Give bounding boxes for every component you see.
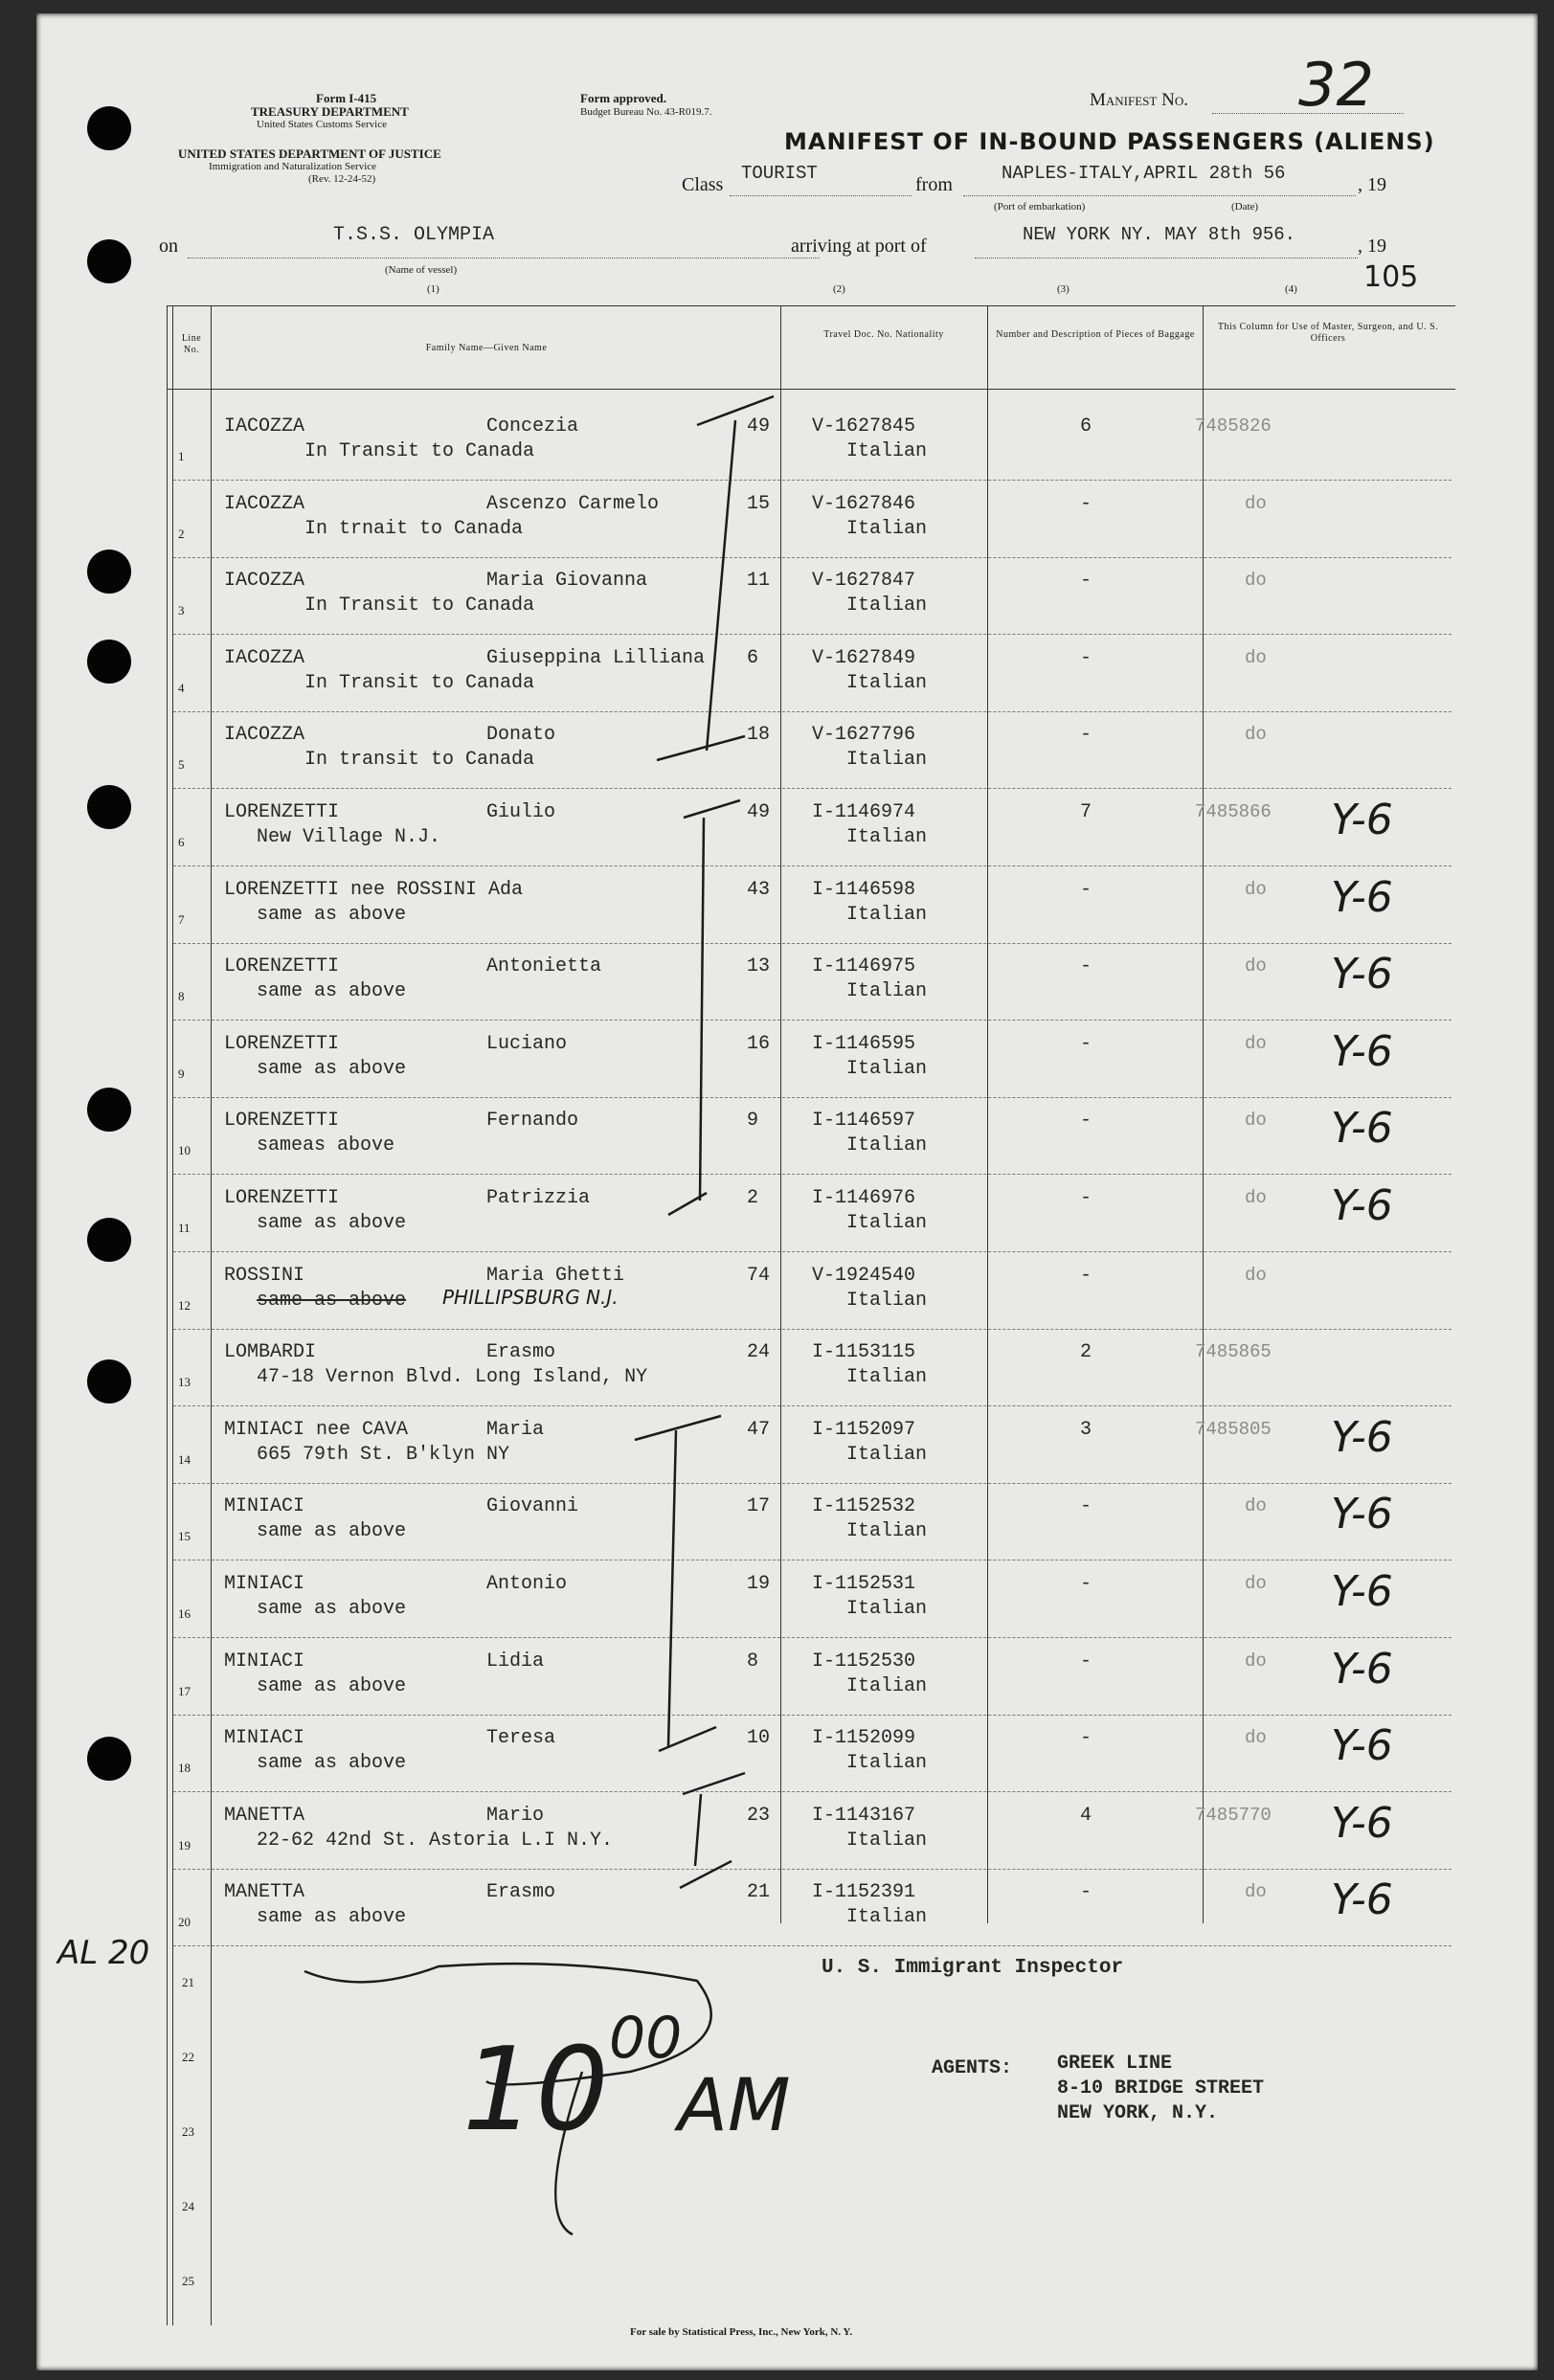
officer-mark: Y-6 <box>1331 873 1393 922</box>
age: 24 <box>747 1341 771 1363</box>
baggage-count: 3 <box>1080 1419 1092 1441</box>
baggage-count: - <box>1080 724 1092 746</box>
nationality: Italian <box>846 904 928 926</box>
address: sameas above <box>257 1134 395 1156</box>
age: 9 <box>747 1110 759 1132</box>
family-name: LORENZETTI <box>224 801 340 823</box>
officer-mark: Y-6 <box>1331 1875 1393 1924</box>
address: same as above <box>257 1906 407 1928</box>
baggage-count: - <box>1080 1265 1092 1287</box>
line-number: 14 <box>178 1452 191 1467</box>
age: 8 <box>747 1650 759 1673</box>
family-name: IACOZZA <box>224 647 305 669</box>
travel-doc-no: I-1152532 <box>812 1495 916 1517</box>
on-label: on <box>159 236 178 257</box>
header-travel-doc: Travel Doc. No. Nationality <box>823 329 944 340</box>
address: 665 79th St. B'klyn NY <box>257 1444 510 1466</box>
baggage-tag: do <box>1245 1495 1267 1516</box>
baggage-tag: 7485866 <box>1195 801 1272 822</box>
officer-mark: Y-6 <box>1331 1645 1393 1694</box>
age: 49 <box>747 801 771 823</box>
baggage-count: - <box>1080 570 1092 592</box>
travel-doc-no: I-1146975 <box>812 955 916 977</box>
nationality: Italian <box>846 440 928 462</box>
date-caption: (Date) <box>1231 201 1259 213</box>
baggage-count: - <box>1080 955 1092 977</box>
nationality: Italian <box>846 1212 928 1234</box>
form-number: Form I-415 <box>316 91 377 105</box>
address: In transit to Canada <box>304 749 535 771</box>
handwritten-strokes <box>36 13 1538 2370</box>
revision: (Rev. 12-24-52) <box>308 173 376 185</box>
treasury-dept: TREASURY DEPARTMENT <box>251 104 409 119</box>
family-name: MINIACI <box>224 1650 305 1673</box>
given-name: Patrizzia <box>486 1187 591 1209</box>
travel-doc-no: I-1146598 <box>812 879 916 901</box>
address: same as above <box>257 1752 407 1774</box>
line-number: 4 <box>178 681 185 695</box>
age: 74 <box>747 1265 771 1287</box>
address: 22-62 42nd St. Astoria L.I N.Y. <box>257 1830 614 1852</box>
family-name: MINIACI <box>224 1495 305 1517</box>
address: In Transit to Canada <box>304 440 535 462</box>
nationality: Italian <box>846 1675 928 1697</box>
address: same as above <box>257 1290 407 1312</box>
line-number: 20 <box>178 1915 191 1929</box>
baggage-tag: do <box>1245 1881 1267 1902</box>
age: 15 <box>747 493 771 515</box>
travel-doc-no: V-1627846 <box>812 493 916 515</box>
age: 10 <box>747 1727 771 1749</box>
col-3-caption: (3) <box>1057 283 1070 295</box>
line-number: 9 <box>178 1067 185 1081</box>
family-name: IACOZZA <box>224 493 305 515</box>
travel-doc-no: V-1627845 <box>812 415 916 438</box>
address: In Transit to Canada <box>304 672 535 694</box>
baggage-tag: 7485805 <box>1195 1419 1272 1440</box>
travel-doc-no: I-1143167 <box>812 1805 916 1827</box>
age: 16 <box>747 1033 771 1055</box>
address: same as above <box>257 980 407 1002</box>
baggage-count: - <box>1080 1033 1092 1055</box>
address-handwritten: PHILLIPSBURG N.J. <box>442 1286 619 1309</box>
customs-service: United States Customs Service <box>257 119 387 130</box>
age: 17 <box>747 1495 771 1517</box>
baggage-count: 2 <box>1080 1341 1092 1363</box>
line-number: 1 <box>178 449 185 463</box>
line-number: 25 <box>182 2274 194 2288</box>
nationality: Italian <box>846 1520 928 1542</box>
address: New Village N.J. <box>257 826 441 848</box>
nationality: Italian <box>846 980 928 1002</box>
time-ampm: AM <box>678 2062 791 2147</box>
port-embark-caption: (Port of embarkation) <box>994 201 1086 213</box>
line-number: 6 <box>178 835 185 849</box>
year-suffix-2: , 19 <box>1358 236 1386 257</box>
justice-dept: UNITED STATES DEPARTMENT OF JUSTICE <box>178 146 441 161</box>
baggage-tag: do <box>1245 1187 1267 1208</box>
officer-mark: Y-6 <box>1331 1799 1393 1848</box>
nationality: Italian <box>846 672 928 694</box>
given-name: Giovanni <box>486 1495 579 1517</box>
baggage-tag: 7485865 <box>1195 1341 1272 1362</box>
age: 49 <box>747 415 771 438</box>
family-name: MINIACI nee CAVA <box>224 1419 409 1441</box>
travel-doc-no: I-1152391 <box>812 1881 916 1903</box>
family-name: MINIACI <box>224 1727 305 1749</box>
line-number: 21 <box>182 1975 194 1989</box>
travel-doc-no: I-1146974 <box>812 801 916 823</box>
ins-service: Immigration and Naturalization Service <box>209 161 377 172</box>
travel-doc-no: I-1152531 <box>812 1573 916 1595</box>
line-number: 10 <box>178 1143 191 1157</box>
age: 43 <box>747 879 771 901</box>
header-baggage: Number and Description of Pieces of Baggage <box>996 329 1195 340</box>
baggage-count: - <box>1080 879 1092 901</box>
line-number: 7 <box>178 912 185 927</box>
travel-doc-no: V-1924540 <box>812 1265 916 1287</box>
age: 13 <box>747 955 771 977</box>
baggage-tag: do <box>1245 647 1267 668</box>
margin-note: AL 20 <box>57 1934 150 1972</box>
given-name: Erasmo <box>486 1881 556 1903</box>
family-name: LORENZETTI nee ROSSINI Ada <box>224 879 524 901</box>
given-name: Concezia <box>486 415 579 438</box>
travel-doc-no: I-1152097 <box>812 1419 916 1441</box>
nationality: Italian <box>846 826 928 848</box>
family-name: LORENZETTI <box>224 1110 340 1132</box>
baggage-count: - <box>1080 1187 1092 1209</box>
vessel-name: T.S.S. OLYMPIA <box>333 224 495 246</box>
given-name: Giuseppina Lilliana <box>486 647 706 669</box>
baggage-count: - <box>1080 1650 1092 1673</box>
class-value: TOURIST <box>741 163 818 184</box>
line-number: 16 <box>178 1606 191 1621</box>
manifest-page <box>36 13 1538 2370</box>
baggage-tag: do <box>1245 879 1267 900</box>
footer-printer: For sale by Statistical Press, Inc., New York, N. Y. <box>630 2326 853 2338</box>
family-name: IACOZZA <box>224 570 305 592</box>
family-name: LORENZETTI <box>224 1187 340 1209</box>
line-number: 8 <box>178 989 185 1003</box>
family-name: LORENZETTI <box>224 955 340 977</box>
given-name: Donato <box>486 724 556 746</box>
address: In trnait to Canada <box>304 518 524 540</box>
address: same as above <box>257 1058 407 1080</box>
manifest-title: MANIFEST OF IN-BOUND PASSENGERS (ALIENS) <box>784 128 1435 155</box>
line-number: 3 <box>178 603 185 617</box>
baggage-tag: do <box>1245 1033 1267 1054</box>
baggage-tag: do <box>1245 493 1267 514</box>
col-2-caption: (2) <box>833 283 845 295</box>
officer-mark: Y-6 <box>1331 1181 1393 1230</box>
arriving-label: arriving at port of <box>791 236 927 257</box>
given-name: Antonietta <box>486 955 602 977</box>
family-name: IACOZZA <box>224 415 305 438</box>
col-1-caption: (1) <box>427 283 439 295</box>
family-name: LOMBARDI <box>224 1341 317 1363</box>
address: same as above <box>257 1675 407 1697</box>
nationality: Italian <box>846 1906 928 1928</box>
baggage-tag: 7485770 <box>1195 1805 1272 1826</box>
baggage-tag: do <box>1245 724 1267 745</box>
line-number: 15 <box>178 1529 191 1543</box>
line-number: 19 <box>178 1838 191 1852</box>
nationality: Italian <box>846 1598 928 1620</box>
manifest-no-label: Manifest No. <box>1090 90 1188 110</box>
given-name: Erasmo <box>486 1341 556 1363</box>
time-note-superscript: 00 <box>609 2005 683 2072</box>
line-number: 13 <box>178 1375 191 1389</box>
officer-mark: Y-6 <box>1331 1413 1393 1462</box>
nationality: Italian <box>846 1134 928 1156</box>
given-name: Ascenzo Carmelo <box>486 493 660 515</box>
baggage-count: 7 <box>1080 801 1092 823</box>
family-name: MINIACI <box>224 1573 305 1595</box>
given-name: Maria <box>486 1419 545 1441</box>
from-value: NAPLES-ITALY,APRIL 28th 56 <box>1002 163 1286 184</box>
travel-doc-no: I-1152099 <box>812 1727 916 1749</box>
address: 47-18 Vernon Blvd. Long Island, NY <box>257 1366 648 1388</box>
agents-label: AGENTS: <box>932 2057 1013 2079</box>
travel-doc-no: I-1152530 <box>812 1650 916 1673</box>
age: 2 <box>747 1187 759 1209</box>
vessel-caption: (Name of vessel) <box>385 264 458 276</box>
baggage-count: 6 <box>1080 415 1092 438</box>
line-number: 2 <box>178 527 185 541</box>
baggage-count: 4 <box>1080 1805 1092 1827</box>
baggage-tag: do <box>1245 1650 1267 1672</box>
arrival-value: NEW YORK NY. MAY 8th 956. <box>1023 224 1296 245</box>
given-name: Fernando <box>486 1110 579 1132</box>
given-name: Lidia <box>486 1650 545 1673</box>
given-name: Teresa <box>486 1727 556 1749</box>
line-number: 5 <box>178 757 185 772</box>
baggage-count: - <box>1080 647 1092 669</box>
agent-name: GREEK LINE <box>1057 2053 1173 2075</box>
baggage-tag: do <box>1245 1727 1267 1748</box>
line-number: 11 <box>178 1221 191 1235</box>
age: 11 <box>747 570 771 592</box>
officer-mark: Y-6 <box>1331 1721 1393 1770</box>
age: 23 <box>747 1805 771 1827</box>
officer-mark: Y-6 <box>1331 950 1393 999</box>
line-number: 18 <box>178 1761 191 1775</box>
baggage-count: - <box>1080 1495 1092 1517</box>
family-name: IACOZZA <box>224 724 305 746</box>
age: 6 <box>747 647 759 669</box>
nationality: Italian <box>846 1058 928 1080</box>
baggage-tag: do <box>1245 1573 1267 1594</box>
officer-mark: Y-6 <box>1331 1027 1393 1076</box>
address: same as above <box>257 904 407 926</box>
age: 21 <box>747 1881 771 1903</box>
age: 18 <box>747 724 771 746</box>
family-name: ROSSINI <box>224 1265 305 1287</box>
line-number: 17 <box>178 1684 191 1698</box>
header-name: Family Name—Given Name <box>425 343 548 353</box>
form-approved: Form approved. <box>580 91 667 105</box>
given-name: Antonio <box>486 1573 568 1595</box>
line-number: 24 <box>182 2199 194 2213</box>
nationality: Italian <box>846 1290 928 1312</box>
line-number: 12 <box>178 1298 191 1313</box>
baggage-tag: do <box>1245 1265 1267 1286</box>
nationality: Italian <box>846 1444 928 1466</box>
agent-city: NEW YORK, N.Y. <box>1057 2102 1219 2124</box>
address: same as above <box>257 1598 407 1620</box>
given-name: Mario <box>486 1805 545 1827</box>
col-4-caption: (4) <box>1285 283 1297 295</box>
officer-mark: Y-6 <box>1331 796 1393 844</box>
address: same as above <box>257 1212 407 1234</box>
nationality: Italian <box>846 1830 928 1852</box>
year-suffix: , 19 <box>1358 174 1386 195</box>
nationality: Italian <box>846 595 928 617</box>
baggage-tag: 7485826 <box>1195 415 1272 437</box>
time-note: 10 <box>462 2024 609 2157</box>
class-label: Class <box>682 174 724 195</box>
given-name: Maria Giovanna <box>486 570 648 592</box>
officer-mark: Y-6 <box>1331 1104 1393 1153</box>
line-number: 22 <box>182 2050 194 2064</box>
page-number: 105 <box>1363 260 1419 294</box>
officer-mark: Y-6 <box>1331 1490 1393 1538</box>
age: 47 <box>747 1419 771 1441</box>
travel-doc-no: I-1153115 <box>812 1341 916 1363</box>
budget-bureau: Budget Bureau No. 43-R019.7. <box>580 106 712 118</box>
nationality: Italian <box>846 1752 928 1774</box>
header-line-no: Line No. <box>181 333 202 355</box>
given-name: Giulio <box>486 801 556 823</box>
baggage-tag: do <box>1245 570 1267 591</box>
baggage-count: - <box>1080 493 1092 515</box>
travel-doc-no: I-1146597 <box>812 1110 916 1132</box>
baggage-count: - <box>1080 1881 1092 1903</box>
address: In Transit to Canada <box>304 595 535 617</box>
travel-doc-no: I-1146976 <box>812 1187 916 1209</box>
family-name: LORENZETTI <box>224 1033 340 1055</box>
family-name: MANETTA <box>224 1805 305 1827</box>
inspector-caption: U. S. Immigrant Inspector <box>822 1957 1124 1979</box>
travel-doc-no: V-1627847 <box>812 570 916 592</box>
line-number: 23 <box>182 2124 194 2139</box>
baggage-count: - <box>1080 1573 1092 1595</box>
officer-mark: Y-6 <box>1331 1567 1393 1616</box>
address: same as above <box>257 1520 407 1542</box>
baggage-tag: do <box>1245 955 1267 977</box>
given-name: Maria Ghetti <box>486 1265 625 1287</box>
baggage-count: - <box>1080 1727 1092 1749</box>
baggage-tag: do <box>1245 1110 1267 1131</box>
nationality: Italian <box>846 1366 928 1388</box>
travel-doc-no: I-1146595 <box>812 1033 916 1055</box>
nationality: Italian <box>846 749 928 771</box>
from-label: from <box>915 174 953 195</box>
manifest-no-value: 32 <box>1298 50 1374 120</box>
header-officers: This Column for Use of Master, Surgeon, and U. S. Officers <box>1217 322 1439 344</box>
baggage-count: - <box>1080 1110 1092 1132</box>
nationality: Italian <box>846 518 928 540</box>
given-name: Luciano <box>486 1033 568 1055</box>
travel-doc-no: V-1627796 <box>812 724 916 746</box>
family-name: MANETTA <box>224 1881 305 1903</box>
agent-street: 8-10 BRIDGE STREET <box>1057 2077 1265 2099</box>
travel-doc-no: V-1627849 <box>812 647 916 669</box>
age: 19 <box>747 1573 771 1595</box>
